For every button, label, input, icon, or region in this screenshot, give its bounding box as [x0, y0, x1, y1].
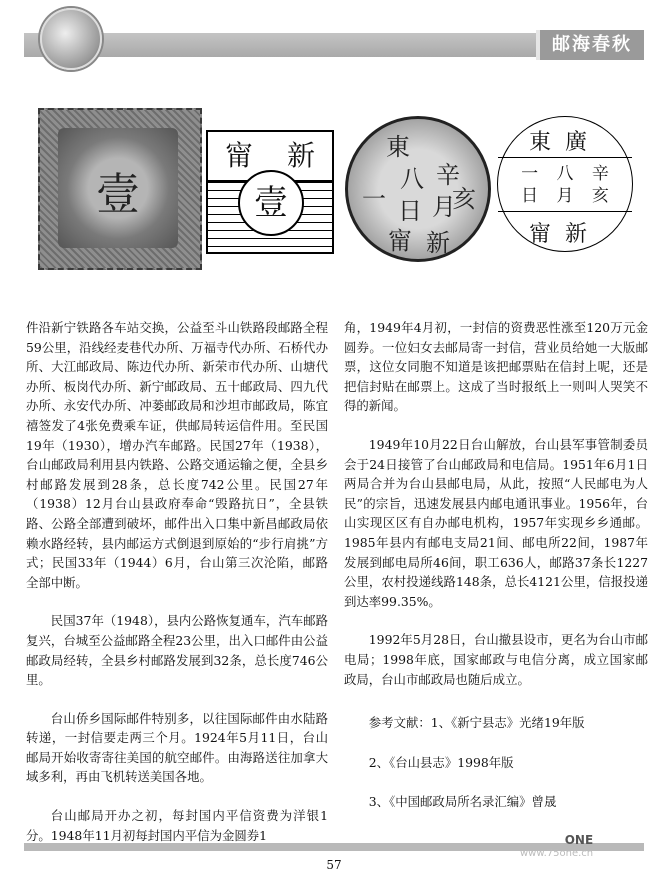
stamp-drawing-center: 壹 [238, 170, 304, 236]
postmark-bottom: 甯新 [528, 222, 601, 247]
header-logo-icon [40, 8, 102, 70]
reference-item: 3、《中国邮政局所名录汇编》曾晟 [368, 794, 557, 810]
postmark-top: 東廣 [528, 130, 601, 155]
reference-item: 2、《台山县志》1998年版 [368, 754, 514, 770]
paragraph: 民国37年（1948），县内公路恢复通车，汽车邮路复兴，台城至公益邮路全程23公里，出入口邮件由公益邮政局经转，全县乡村邮路发展到32条，总长度746公里。 [26, 613, 328, 688]
stamp-drawing-char-1: 甯 [224, 139, 253, 172]
page-number: 57 [326, 858, 342, 872]
stamp-drawing-char-2: 新 [286, 139, 315, 172]
right-column [344, 318, 648, 832]
paragraph: 1992年5月28日，台山撤县设市，更名为台山市邮电局；1998年底，国家邮政与电信分离，成立国家邮政局，台山市邮政局也随后成立。 [344, 632, 648, 687]
section-title: 邮海春秋 [536, 30, 644, 60]
paragraph: 件沿新宁铁路各车站交换，公益至斗山铁路段邮路全程59公里，沿线经麦巷代办所、万福寺代办所、石桥代办所、大江邮政局、陈边代办所、新荣市代办所、山塘代办所、板岗代办所、新宁邮政局、五十邮政局、四九代办所、永安代办所、冲蒌邮政局和沙坦市邮政局，陈宜禧签发了4张免费乘车证，供邮局转运信件用。至民国19年（1930），增办汽车邮路。民国27年（1938），台山邮政局利用县内铁路、公路交通运输之便，全县乡村邮路发展到28条，总长度742公里。民国27年（1938）12月台山县政府奉命“毁路抗日”，全县铁路、公路全部遭到破坏，邮件出入口集中新昌邮政局依赖水路经转，县内邮运方式倒退到原始的“步行肩挑”方式；民国33年（1944）6月，台山第三次沦陷，邮路全部中断。 [26, 320, 328, 590]
left-column [26, 318, 328, 864]
reference-item: 参考文献：1、《新宁县志》光绪19年版 [368, 715, 585, 731]
postmark-date: 一 八 辛 日 月 亥 [521, 164, 609, 206]
illustrations-row [0, 104, 668, 274]
paragraph: 台山侨乡国际邮件特别多，以往国际邮件由水陆路转递，一封信要走两三个月。1924年5月11日，台山邮局开始收寄寄往美国的航空邮件。由海路送往加拿大域多利，再由飞机转送美国各地。 [26, 710, 328, 785]
stamp-photo-char: 壹 [96, 169, 140, 220]
stamp-photo [38, 108, 202, 270]
postmark-drawing [497, 116, 633, 252]
watermark-url: www.75one.cn [520, 848, 594, 859]
watermark [520, 833, 593, 861]
stamp-drawing [206, 130, 334, 254]
paragraph: 1949年10月22日台山解放，台山县军事管制委员会于24日接管了台山邮政局和电信局。1951年6月1日两局合并为台山县邮电局，从此，按照“人民邮电为人民”的宗旨，迅速发展县内邮电通讯事业。1956年，台山实现区区有自办邮电机构，1957年实现乡乡通邮。1985年县内有邮电支局21间、邮电所22间，1987年发展到邮电局所46间，职工636人，邮路37条长1227公里，农村投递线路148条，总长4121公里，信报投递到达率99.35%。 [344, 436, 648, 609]
paragraph: 角，1949年4月初，一封信的资费恶性涨至120万元金圆券。一位妇女去邮局寄一封信，营业员给她一大版邮票，这位女同胞不知道是该把邮票贴在信封上呢，还是把信封贴在邮票上。这成了当时报纸上一则叫人哭笑不得的新闻。 [344, 320, 648, 414]
page-header [0, 0, 668, 100]
references [344, 713, 648, 812]
paragraph: 台山邮局开办之初，每封国内平信资费为洋银1分。1948年11月初每封国内平信为金圆券1 [26, 808, 328, 843]
watermark-logo: ONE [564, 833, 594, 847]
postmark-photo: 東 八 辛 一 日 月 亥 甯 新 [345, 116, 491, 262]
